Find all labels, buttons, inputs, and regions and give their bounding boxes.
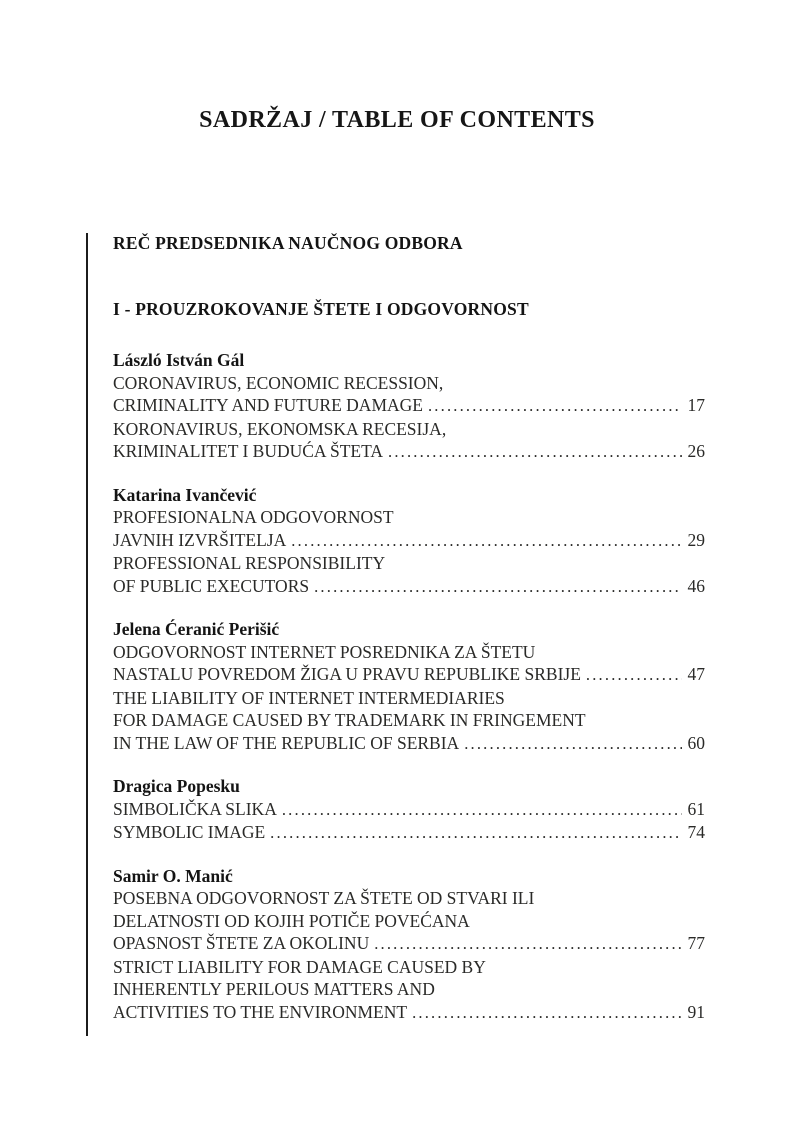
toc-line-text: DELATNOSTI OD KOJIH POTIČE POVEĆANA [113,910,470,931]
entry-author: Samir O. Manić [113,865,233,886]
toc-line [113,956,705,979]
entry-author: Jelena Ćeranić Perišić [113,619,280,639]
toc-line [113,440,705,464]
toc-line-text: JAVNIH IZVRŠITELJA [113,529,287,550]
toc-entry [113,865,705,1025]
toc-line-text: ACTIVITIES TO THE ENVIRONMENT [113,1001,408,1022]
toc-line-text: OF PUBLIC EXECUTORS [113,575,310,596]
toc-line [113,1001,705,1025]
toc-line-text: CRIMINALITY AND FUTURE DAMAGE [113,395,423,415]
toc-line [113,641,705,664]
toc-line-text: SIMBOLIČKA SLIKA [113,798,277,819]
toc-line-text: PROFESIONALNA ODGOVORNOST [113,507,394,527]
toc-entry [113,775,705,845]
toc-line-text: KRIMINALITET I BUDUĆA ŠTETA [113,441,383,461]
toc-line-text: PROFESSIONAL RESPONSIBILITY [113,553,386,573]
page-number: 29 [687,529,705,550]
toc-line [113,394,705,418]
dot-leader [270,821,681,845]
entry-author: László István Gál [113,350,245,370]
page-number: 74 [687,822,705,842]
dot-leader [291,529,681,553]
toc-line [113,506,705,529]
page-title: SADRŽAJ / TABLE OF CONTENTS [199,107,595,133]
toc-line-text: IN THE LAW OF THE REPUBLIC OF SERBIA [113,732,460,753]
dot-leader [586,663,682,687]
entry-author: Katarina Ivančević [113,484,257,505]
toc-line-text: KORONAVIRUS, EKONOMSKA RECESIJA, [113,418,447,439]
toc-line [113,732,705,756]
page-number: 91 [687,1001,705,1022]
toc-line [113,932,705,956]
toc-line [113,910,705,933]
preface-heading: REČ PREDSEDNIKA NAUČNOG ODBORA [113,233,463,253]
left-vertical-rule [86,233,88,1036]
toc-line-text: INHERENTLY PERILOUS MATTERS AND [113,979,435,999]
toc-line-text: OPASNOST ŠTETE ZA OKOLINU [113,933,370,953]
toc-entry [113,484,705,599]
toc-line [113,552,705,575]
page-number: 77 [687,933,705,953]
toc-line-text: CORONAVIRUS, ECONOMIC RECESSION, [113,372,444,393]
toc-line [113,821,705,845]
toc-line [113,709,705,732]
toc-line [113,663,705,687]
dot-leader [374,932,681,956]
dot-leader [412,1001,681,1025]
page-number: 17 [687,395,705,415]
page-number: 47 [687,664,705,684]
dot-leader [428,394,682,418]
page-number: 61 [687,798,705,819]
toc-line-text: NASTALU POVREDOM ŽIGA U PRAVU REPUBLIKE SRBIJE [113,664,581,684]
toc-entries [113,349,705,1024]
page-number: 26 [687,441,705,461]
toc-line [113,529,705,553]
dot-leader [314,575,681,599]
toc-content [113,231,705,1024]
dot-leader [388,440,682,464]
toc-line-text: ODGOVORNOST INTERNET POSREDNIKA ZA ŠTETU [113,641,536,662]
toc-line [113,798,705,822]
toc-line-text: POSEBNA ODGOVORNOST ZA ŠTETE OD STVARI ILI [113,888,535,908]
toc-line-text: FOR DAMAGE CAUSED BY TRADEMARK IN FRINGEMENT [113,710,586,730]
toc-line [113,575,705,599]
entry-author: Dragica Popesku [113,776,240,796]
toc-entry [113,349,705,464]
toc-line [113,978,705,1001]
toc-line [113,687,705,710]
page-number: 60 [687,732,705,753]
dot-leader [464,732,681,756]
toc-line [113,887,705,910]
toc-line [113,372,705,395]
page-number: 46 [687,575,705,596]
toc-line-text: THE LIABILITY OF INTERNET INTERMEDIARIES [113,687,505,708]
section-heading: I - PROUZROKOVANJE ŠTETE I ODGOVORNOST [113,299,529,319]
toc-line [113,418,705,441]
toc-line-text: SYMBOLIC IMAGE [113,822,266,842]
toc-line-text: STRICT LIABILITY FOR DAMAGE CAUSED BY [113,956,486,977]
dot-leader [282,798,682,822]
toc-entry [113,618,705,755]
